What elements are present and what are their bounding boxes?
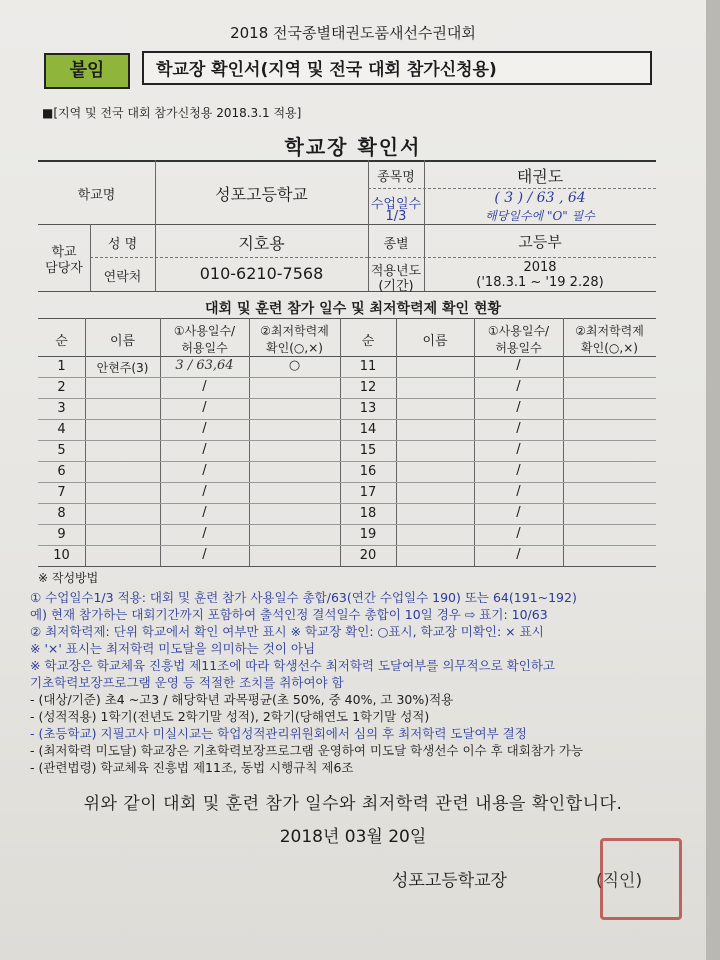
row-days: / [516,442,521,457]
row-days: / [516,505,521,520]
col-days-right: ①사용일수/ [487,324,550,338]
row-days: / [516,421,521,436]
instruction-line: - (성적적용) 1학기(전년도 2학기말 성적), 2학기(당해연도 1학기말 성적) [30,709,430,724]
division-label: 종별 [383,237,409,252]
instruction-line: ② 최저학력제: 단위 학교에서 확인 여부만 표시 ※ 학교장 확인: ○표시, 학교장 미확인: × 표시 [30,624,544,639]
row-number: 14 [359,422,377,437]
year-period: ('18.3.1 ~ '19 2.28) [476,275,604,290]
instruction-line: - (초등학교) 지필고사 미실시교는 학업성적관리위원회에서 심의 후 최저학력 도달여부 결정 [30,726,527,741]
info-dashed-divider-3 [368,188,656,189]
row-days: / [202,463,207,478]
instruction-line: - (대상/기준) 초4 ~고3 / 해당학년 과목평균(초 50%, 중 40%, 고 30%)적용 [30,692,454,707]
row-divider [38,545,656,546]
row-number: 20 [359,548,377,563]
instruction-line: - (최저학력 미도달) 학교장은 기초학력보장프로그램 운영하여 미도달 학생선수 이수 후 대회참가 가능 [30,743,584,758]
row-number: 11 [359,359,377,374]
signature-date: 2018년 03월 20일 [279,827,427,847]
class-days-label: 수업일수 [370,197,422,212]
name-value: 지호용 [238,234,285,253]
row-number: 17 [359,485,377,500]
col-min-2: 확인(○,×) [266,341,323,355]
row-number: 8 [57,506,66,521]
form-note: ■[지역 및 전국 대회 참가신청용 2018.3.1 적용] [42,106,302,120]
row-days: 3 / 63,64 [175,358,234,373]
table-vline [85,318,86,566]
row-number: 9 [57,527,66,542]
class-days-note: 해당일수에 "O" 필수 [485,209,595,223]
school-value: 성포고등학교 [215,185,308,204]
row-days: / [202,379,207,394]
row-check: ○ [288,358,301,373]
col-days: ①사용일수/ [173,324,236,338]
doc-title: 학교장 확인서 [284,135,422,159]
row-days: / [516,526,521,541]
col-name-right: 이름 [422,334,448,349]
col-min-right-2: 확인(○,×) [581,341,638,355]
row-name: 안현주(3) [96,361,149,375]
row-number: 13 [359,401,377,416]
year-label: 적용년도 [370,264,422,279]
row-number: 12 [359,380,377,395]
row-number: 7 [57,485,66,500]
contact-value: 010-6210-7568 [199,264,324,283]
instruction-line: ① 수업일수1/3 적용: 대회 및 훈련 참가 사용일수 총합/63(연간 수업일수 190) 또는 64(191~192) [30,590,577,605]
row-days: / [516,463,521,478]
row-divider [38,524,656,525]
instructions-heading: ※ 작성방법 [38,571,99,585]
row-days: / [202,421,207,436]
col-days-2: 허용일수 [181,341,228,355]
col-no: 순 [55,334,68,349]
row-days: / [516,547,521,562]
row-days: / [202,442,207,457]
year-value: 2018 [523,260,557,275]
signer-name: 성포고등학교장 [392,871,507,891]
row-number: 4 [57,422,66,437]
row-number: 3 [57,401,66,416]
staff-label-2: 담당자 [45,261,83,276]
row-days: / [516,400,521,415]
info-dashed-divider [90,257,368,258]
row-divider [38,419,656,420]
staff-label: 학교 [51,245,77,260]
event-title: 2018 전국종별태권도품새선수권대회 [230,24,476,42]
name-label: 성 명 [107,237,138,252]
col-min-right: ②최저학력제 [575,324,644,338]
instruction-line: ※ '×' 표시는 최저학력 미도달을 의미하는 것이 아님 [30,641,316,656]
row-divider [38,461,656,462]
row-divider [38,503,656,504]
row-days: / [202,400,207,415]
row-days: / [516,358,521,373]
row-number: 10 [53,548,70,563]
sport-value: 태권도 [516,167,564,186]
sport-label: 종목명 [377,170,415,185]
row-days: / [516,379,521,394]
row-number: 16 [359,464,377,479]
division-value: 고등부 [518,233,562,251]
instruction-line: 예) 현재 참가하는 대회기간까지 포함하여 출석인정 결석일수 총합이 10일 경우 ⇨ 표기: 10/63 [30,607,548,622]
col-no-right: 순 [361,334,375,349]
row-number: 18 [359,506,377,521]
row-days: / [202,505,207,520]
row-divider [38,377,656,378]
row-days: / [516,484,521,499]
col-min: ②최저학력제 [260,324,329,338]
info-table-top-border [38,160,656,162]
row-days: / [202,526,207,541]
row-number: 5 [57,443,66,458]
row-days: / [202,547,207,562]
row-divider [38,398,656,399]
col-name: 이름 [109,334,136,349]
row-divider [38,440,656,441]
row-number: 6 [57,464,66,479]
contact-label: 연락처 [103,270,142,285]
row-days: / [202,484,207,499]
table-section-title: 대회 및 훈련 참가 일수 및 최저학력제 확인 현황 [205,301,501,317]
row-divider [38,482,656,483]
attachment-badge: 붙임 [44,53,130,89]
row-number: 1 [57,359,66,374]
instruction-line: ※ 학교장은 학교체육 진흥법 제11조에 따라 학생선수 최저학력 도달여부를 의무적으로 확인하고 [30,658,555,673]
class-days-value: ( 3 ) / 63 , 64 [494,190,586,206]
col-days-right-2: 허용일수 [495,341,542,355]
info-row-divider [38,224,656,225]
year-label-2: (기간) [378,279,414,294]
page-edge [706,0,720,960]
row-number: 19 [359,527,377,542]
school-label: 학교명 [77,188,116,203]
confirmation-statement: 위와 같이 대회 및 훈련 참가 일수와 최저학력 관련 내용을 확인합니다. [83,794,623,814]
seal-label: (직인) [596,871,643,891]
row-number: 15 [359,443,377,458]
table-vline [396,318,397,566]
info-table-bottom-border [38,291,656,292]
class-days-ratio: 1/3 [385,209,407,224]
instruction-line: - (관련법령) 학교체육 진흥법 제11조, 동법 시행규칙 제6조 [30,760,354,775]
table-bottom-border [38,566,656,567]
info-dashed-divider-2 [368,257,656,258]
document-banner: 학교장 확인서(지역 및 전국 대회 참가신청용) [142,51,652,85]
row-number: 2 [57,380,66,395]
instruction-line: 기초학력보장프로그램 운영 등 적절한 조치를 취하여야 함 [30,675,344,690]
